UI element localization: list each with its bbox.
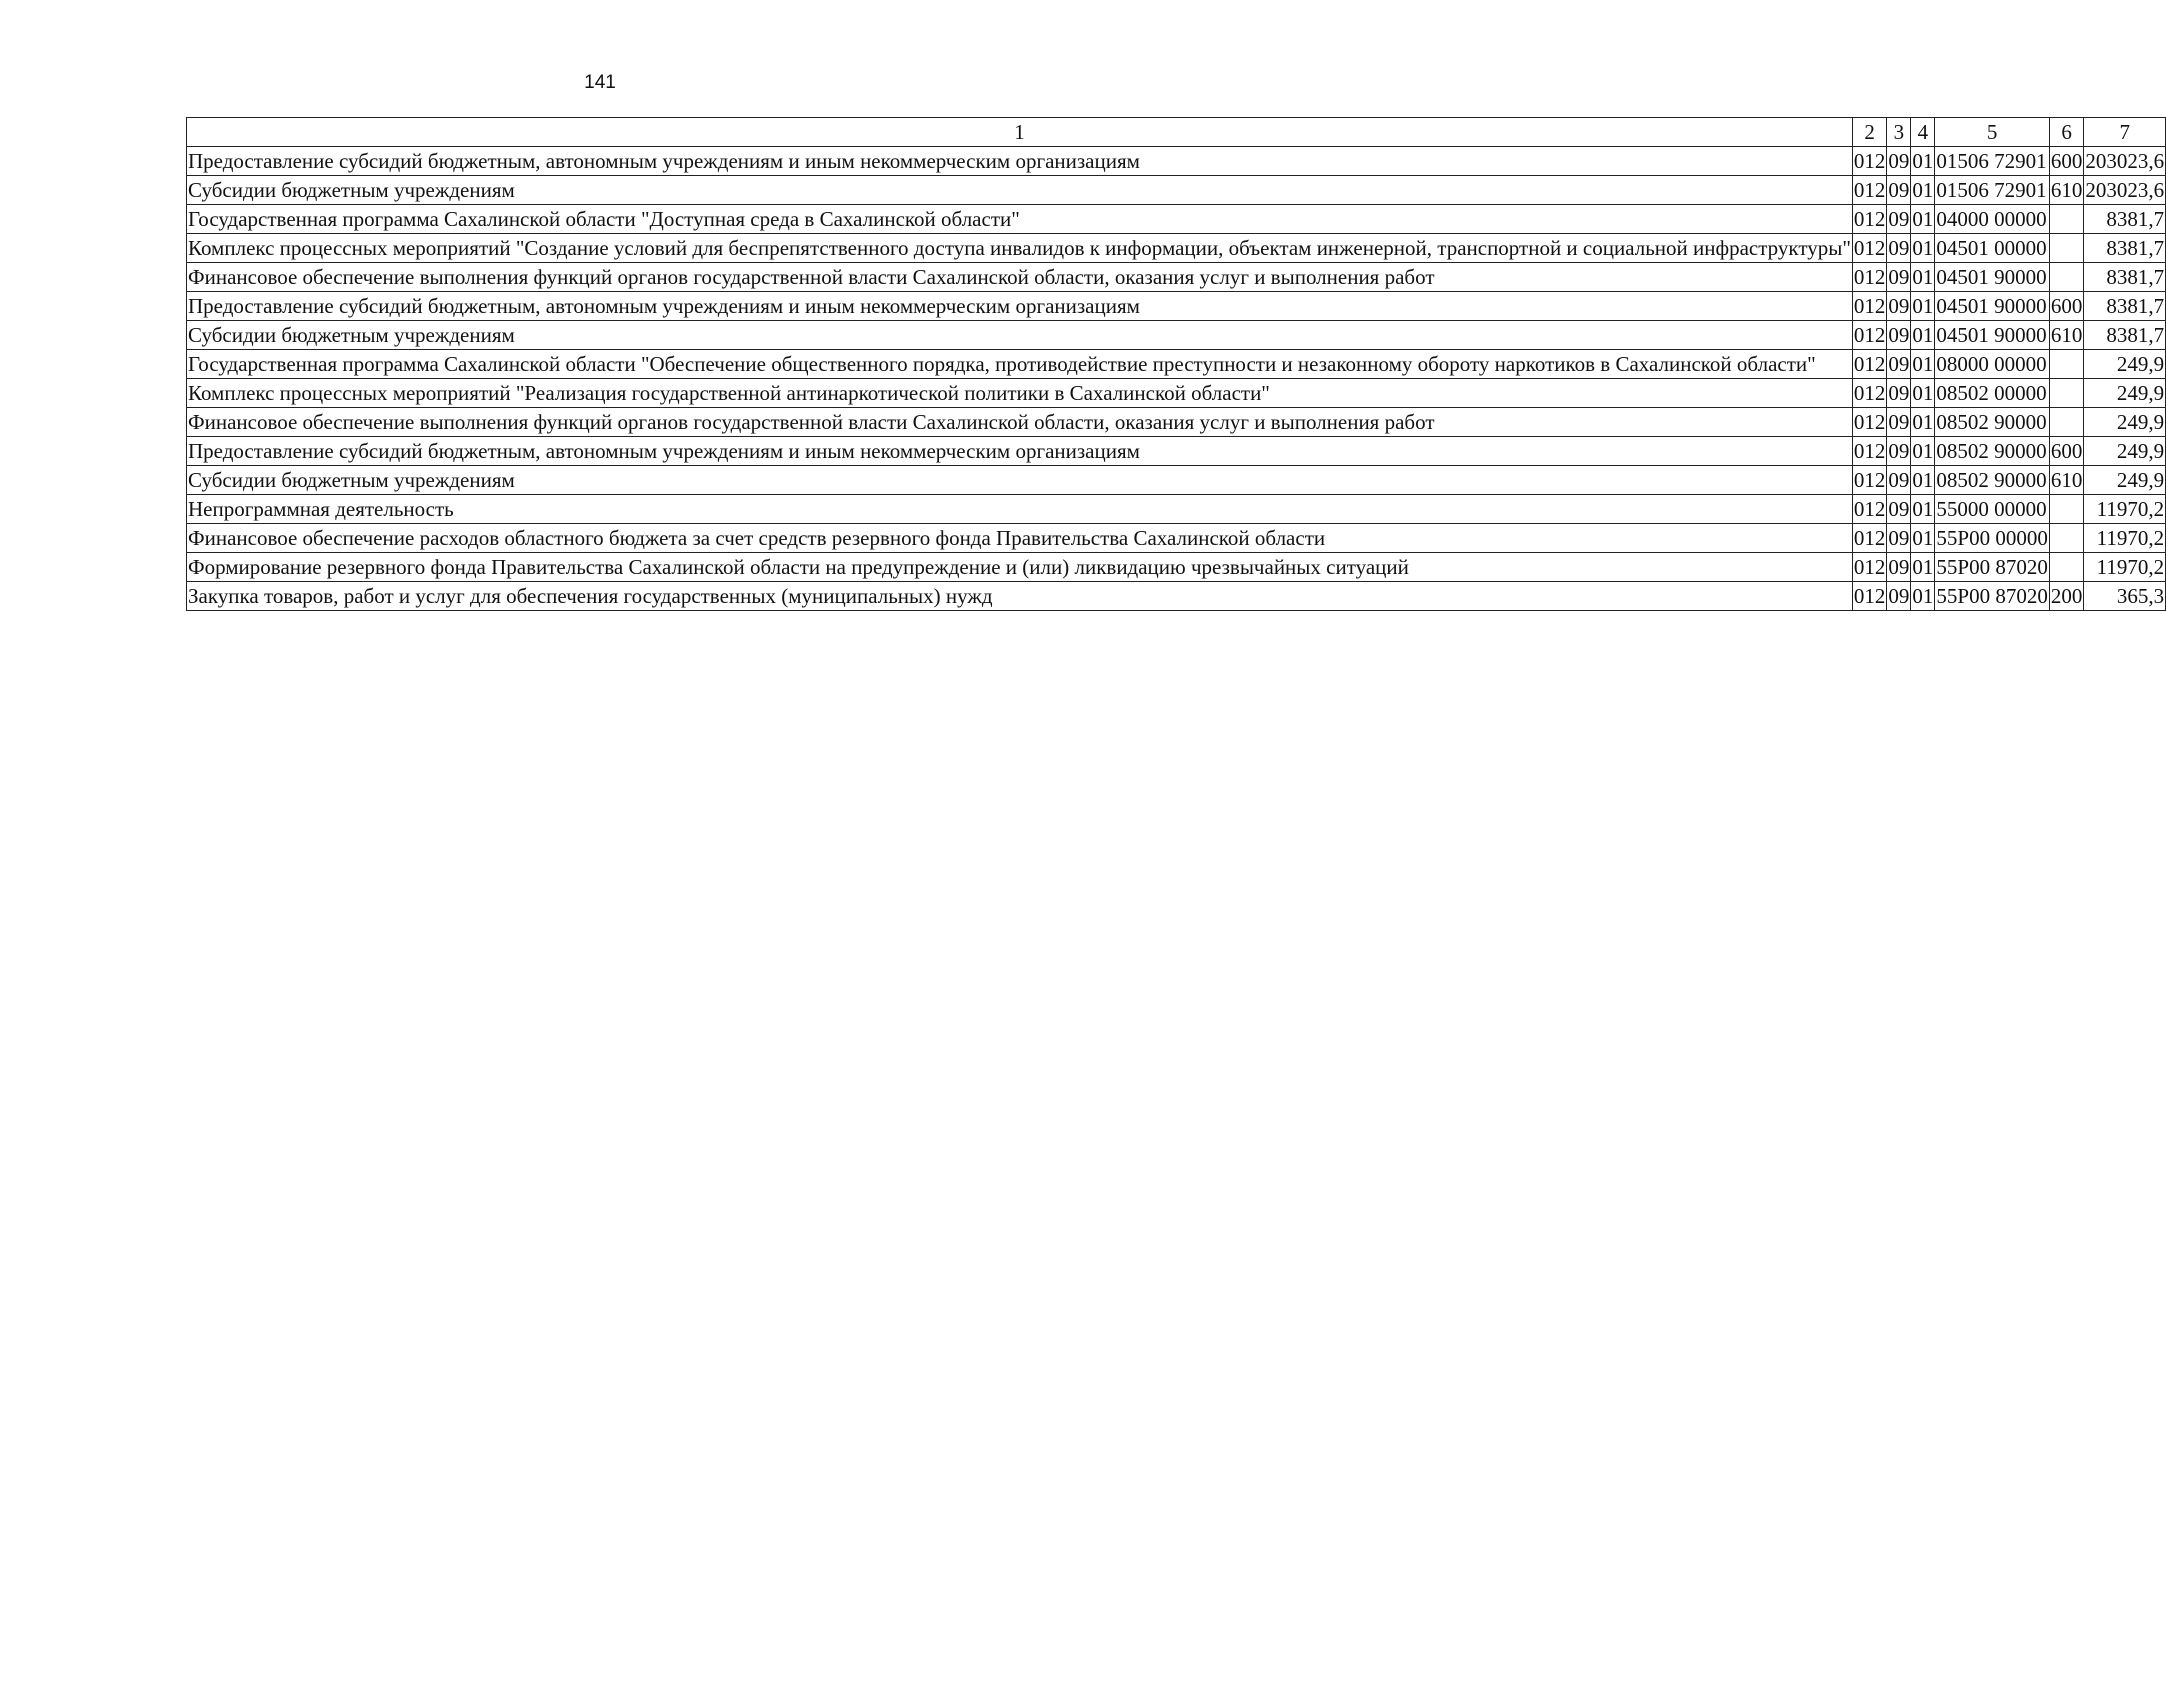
row-pr-cell: 01 xyxy=(1911,321,1935,350)
row-pr-cell: 01 xyxy=(1911,437,1935,466)
column-header: 1 xyxy=(187,118,1853,147)
row-vr-cell xyxy=(2049,263,2084,292)
row-rz-cell: 09 xyxy=(1887,234,1911,263)
row-vr-cell xyxy=(2049,495,2084,524)
row-csr-cell: 04501 90000 xyxy=(1935,321,2049,350)
row-vr-cell: 610 xyxy=(2049,321,2084,350)
row-gr-cell: 012 xyxy=(1852,553,1887,582)
table-row xyxy=(187,466,2166,495)
row-rz-cell: 09 xyxy=(1887,321,1911,350)
row-gr-cell: 012 xyxy=(1852,437,1887,466)
row-csr-cell: 55000 00000 xyxy=(1935,495,2049,524)
row-pr-cell: 01 xyxy=(1911,582,1935,611)
table-row xyxy=(187,147,2166,176)
row-amount-cell: 203023,6 xyxy=(2084,147,2166,176)
row-name-cell: Субсидии бюджетным учреждениям xyxy=(187,466,1853,495)
row-pr-cell: 01 xyxy=(1911,234,1935,263)
row-gr-cell: 012 xyxy=(1852,234,1887,263)
row-amount-cell: 203023,6 xyxy=(2084,176,2166,205)
row-rz-cell: 09 xyxy=(1887,379,1911,408)
row-name-cell: Непрограммная деятельность xyxy=(187,495,1853,524)
row-name-cell: Предоставление субсидий бюджетным, автономным учреждениям и иным некоммерческим организациям xyxy=(187,147,1853,176)
row-amount-cell: 8381,7 xyxy=(2084,321,2166,350)
row-rz-cell: 09 xyxy=(1887,553,1911,582)
column-header: 2 xyxy=(1852,118,1887,147)
table-row xyxy=(187,263,2166,292)
row-name-cell: Государственная программа Сахалинской области "Обеспечение общественного порядка, противодействие преступности и незаконному обороту наркотиков в Сахалинской области" xyxy=(187,350,1853,379)
row-vr-cell: 600 xyxy=(2049,437,2084,466)
row-vr-cell xyxy=(2049,350,2084,379)
row-pr-cell: 01 xyxy=(1911,408,1935,437)
row-gr-cell: 012 xyxy=(1852,495,1887,524)
table-row xyxy=(187,205,2166,234)
row-name-cell: Субсидии бюджетным учреждениям xyxy=(187,321,1853,350)
column-header: 5 xyxy=(1935,118,2049,147)
table-row xyxy=(187,379,2166,408)
row-pr-cell: 01 xyxy=(1911,495,1935,524)
row-pr-cell: 01 xyxy=(1911,553,1935,582)
row-amount-cell: 8381,7 xyxy=(2084,205,2166,234)
row-name-cell: Финансовое обеспечение выполнения функций органов государственной власти Сахалинской области, оказания услуг и выполнения работ xyxy=(187,263,1853,292)
row-rz-cell: 09 xyxy=(1887,147,1911,176)
row-name-cell: Предоставление субсидий бюджетным, автономным учреждениям и иным некоммерческим организациям xyxy=(187,292,1853,321)
row-amount-cell: 8381,7 xyxy=(2084,263,2166,292)
row-pr-cell: 01 xyxy=(1911,379,1935,408)
row-csr-cell: 08502 90000 xyxy=(1935,408,2049,437)
row-amount-cell: 249,9 xyxy=(2084,437,2166,466)
row-gr-cell: 012 xyxy=(1852,466,1887,495)
row-name-cell: Финансовое обеспечение выполнения функций органов государственной власти Сахалинской области, оказания услуг и выполнения работ xyxy=(187,408,1853,437)
row-amount-cell: 249,9 xyxy=(2084,408,2166,437)
row-gr-cell: 012 xyxy=(1852,408,1887,437)
header-row xyxy=(187,118,2166,147)
row-name-cell: Комплекс процессных мероприятий "Реализация государственной антинаркотической политики в Сахалинской области" xyxy=(187,379,1853,408)
row-name-cell: Субсидии бюджетным учреждениям xyxy=(187,176,1853,205)
row-amount-cell: 249,9 xyxy=(2084,379,2166,408)
row-rz-cell: 09 xyxy=(1887,582,1911,611)
page-number: 141 xyxy=(584,72,616,93)
row-rz-cell: 09 xyxy=(1887,176,1911,205)
row-amount-cell: 8381,7 xyxy=(2084,234,2166,263)
row-amount-cell: 11970,2 xyxy=(2084,524,2166,553)
row-vr-cell xyxy=(2049,379,2084,408)
row-csr-cell: 55Р00 87020 xyxy=(1935,582,2049,611)
row-rz-cell: 09 xyxy=(1887,437,1911,466)
column-header: 4 xyxy=(1911,118,1935,147)
row-csr-cell: 08502 90000 xyxy=(1935,437,2049,466)
row-csr-cell: 08502 00000 xyxy=(1935,379,2049,408)
row-pr-cell: 01 xyxy=(1911,350,1935,379)
row-rz-cell: 09 xyxy=(1887,263,1911,292)
table-row xyxy=(187,524,2166,553)
row-gr-cell: 012 xyxy=(1852,147,1887,176)
table-row xyxy=(187,350,2166,379)
row-pr-cell: 01 xyxy=(1911,263,1935,292)
budget-table xyxy=(186,117,2166,611)
row-pr-cell: 01 xyxy=(1911,205,1935,234)
row-csr-cell: 08502 90000 xyxy=(1935,466,2049,495)
row-pr-cell: 01 xyxy=(1911,466,1935,495)
row-vr-cell: 610 xyxy=(2049,176,2084,205)
row-gr-cell: 012 xyxy=(1852,176,1887,205)
row-vr-cell xyxy=(2049,524,2084,553)
row-pr-cell: 01 xyxy=(1911,176,1935,205)
row-name-cell: Формирование резервного фонда Правительства Сахалинской области на предупреждение и (или) ликвидацию чрезвычайных ситуаций xyxy=(187,553,1853,582)
row-csr-cell: 04000 00000 xyxy=(1935,205,2049,234)
row-amount-cell: 249,9 xyxy=(2084,466,2166,495)
row-rz-cell: 09 xyxy=(1887,495,1911,524)
column-header: 3 xyxy=(1887,118,1911,147)
table-row xyxy=(187,321,2166,350)
row-gr-cell: 012 xyxy=(1852,524,1887,553)
row-vr-cell: 600 xyxy=(2049,292,2084,321)
table-row xyxy=(187,408,2166,437)
row-csr-cell: 04501 00000 xyxy=(1935,234,2049,263)
row-amount-cell: 11970,2 xyxy=(2084,553,2166,582)
row-name-cell: Предоставление субсидий бюджетным, автономным учреждениям и иным некоммерческим организациям xyxy=(187,437,1853,466)
row-pr-cell: 01 xyxy=(1911,524,1935,553)
row-rz-cell: 09 xyxy=(1887,205,1911,234)
table-row xyxy=(187,582,2166,611)
row-name-cell: Государственная программа Сахалинской области "Доступная среда в Сахалинской области" xyxy=(187,205,1853,234)
row-gr-cell: 012 xyxy=(1852,321,1887,350)
row-amount-cell: 365,3 xyxy=(2084,582,2166,611)
row-pr-cell: 01 xyxy=(1911,292,1935,321)
row-rz-cell: 09 xyxy=(1887,466,1911,495)
row-gr-cell: 012 xyxy=(1852,350,1887,379)
row-vr-cell: 600 xyxy=(2049,147,2084,176)
row-vr-cell xyxy=(2049,408,2084,437)
row-rz-cell: 09 xyxy=(1887,350,1911,379)
row-vr-cell xyxy=(2049,205,2084,234)
table-body xyxy=(187,147,2166,611)
row-csr-cell: 01506 72901 xyxy=(1935,147,2049,176)
row-gr-cell: 012 xyxy=(1852,205,1887,234)
row-rz-cell: 09 xyxy=(1887,408,1911,437)
row-vr-cell xyxy=(2049,553,2084,582)
row-gr-cell: 012 xyxy=(1852,582,1887,611)
row-csr-cell: 04501 90000 xyxy=(1935,292,2049,321)
row-gr-cell: 012 xyxy=(1852,292,1887,321)
row-gr-cell: 012 xyxy=(1852,263,1887,292)
row-gr-cell: 012 xyxy=(1852,379,1887,408)
row-vr-cell: 610 xyxy=(2049,466,2084,495)
row-vr-cell xyxy=(2049,234,2084,263)
column-header: 6 xyxy=(2049,118,2084,147)
column-header: 7 xyxy=(2084,118,2166,147)
table-row xyxy=(187,176,2166,205)
row-csr-cell: 04501 90000 xyxy=(1935,263,2049,292)
table-row xyxy=(187,437,2166,466)
row-rz-cell: 09 xyxy=(1887,292,1911,321)
table-row xyxy=(187,234,2166,263)
row-csr-cell: 55Р00 00000 xyxy=(1935,524,2049,553)
row-name-cell: Закупка товаров, работ и услуг для обеспечения государственных (муниципальных) нужд xyxy=(187,582,1853,611)
row-rz-cell: 09 xyxy=(1887,524,1911,553)
row-pr-cell: 01 xyxy=(1911,147,1935,176)
row-csr-cell: 01506 72901 xyxy=(1935,176,2049,205)
row-csr-cell: 55Р00 87020 xyxy=(1935,553,2049,582)
table-row xyxy=(187,553,2166,582)
row-amount-cell: 8381,7 xyxy=(2084,292,2166,321)
row-amount-cell: 249,9 xyxy=(2084,350,2166,379)
row-name-cell: Комплекс процессных мероприятий "Создание условий для беспрепятственного доступа инвалидов к информации, объектам инженерной, транспортной и социальной инфраструктуры" xyxy=(187,234,1853,263)
row-vr-cell: 200 xyxy=(2049,582,2084,611)
row-amount-cell: 11970,2 xyxy=(2084,495,2166,524)
row-name-cell: Финансовое обеспечение расходов областного бюджета за счет средств резервного фонда Правительства Сахалинской области xyxy=(187,524,1853,553)
table-row xyxy=(187,292,2166,321)
table-row xyxy=(187,495,2166,524)
row-csr-cell: 08000 00000 xyxy=(1935,350,2049,379)
